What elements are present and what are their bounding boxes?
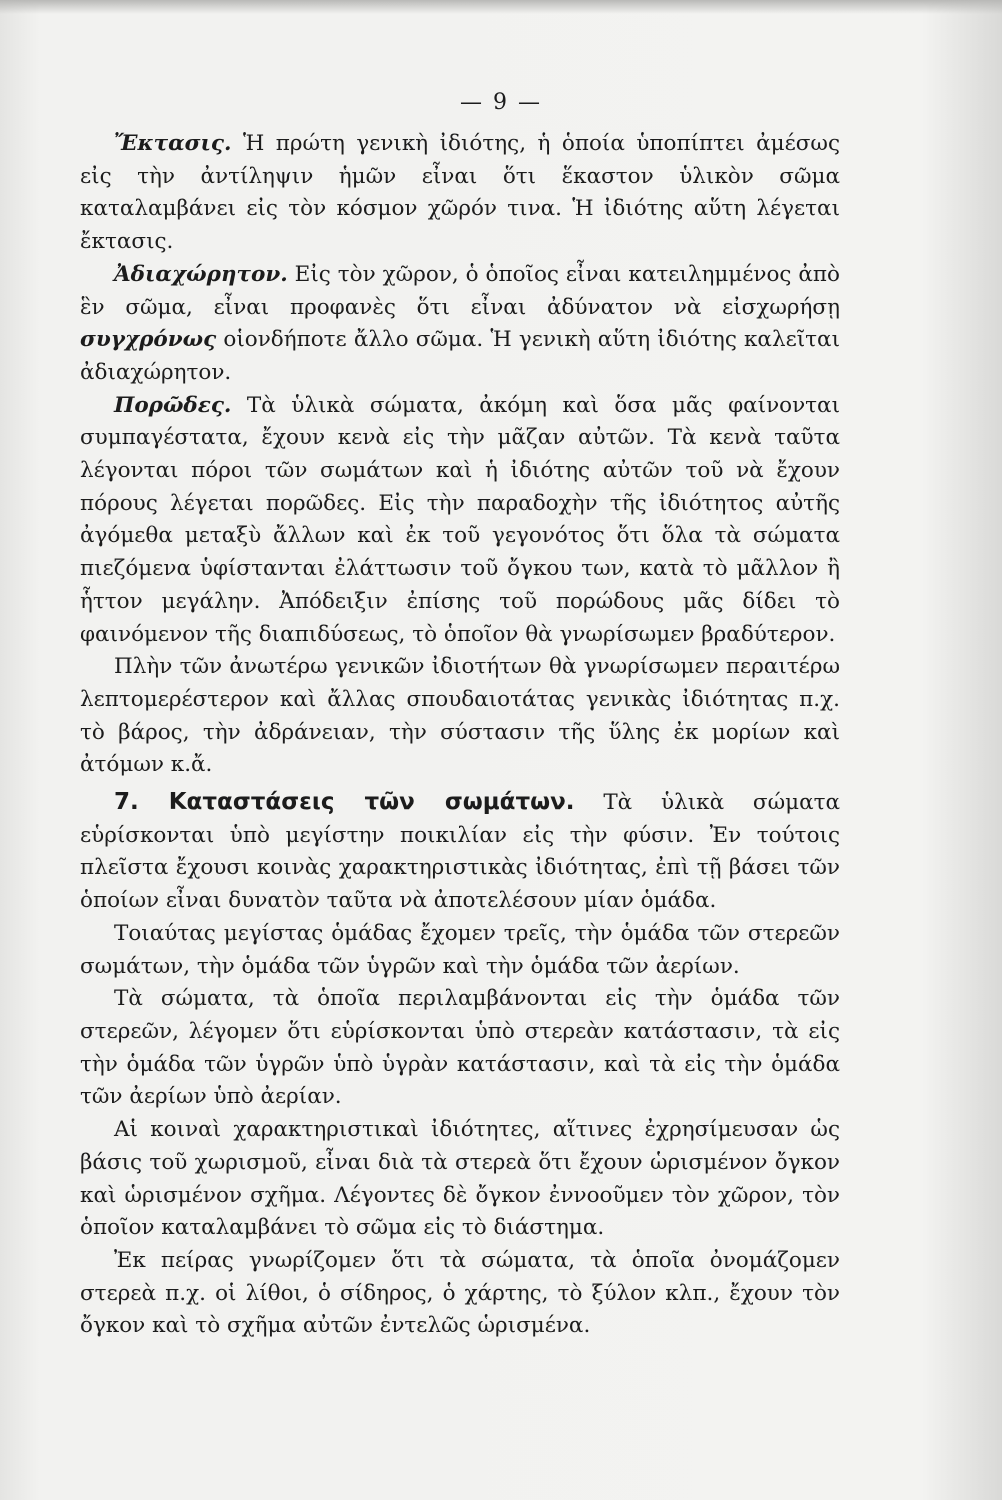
page-edge-shadow <box>0 0 1002 14</box>
paragraph-text: οἱονδήποτε ἄλλο σῶμα. Ἡ γενικὴ αὕτη ἰδιότης καλεῖται ἀδιαχώρητον. <box>80 327 840 385</box>
paragraph-text: Εἰς τὸν χῶρον, ὁ ὁποῖος εἶναι κατειλημμένος ἀπὸ ἓν σῶμα, εἶναι προφανὲς ὅτι εἶναι ἀδύνατον νὰ εἰσχωρήσῃ <box>80 261 840 320</box>
paragraph-text: Τὰ ὑλικὰ σώματα εὑρίσκονται ὑπὸ μεγίστην ποικιλίαν εἰς τὴν φύσιν. Ἐν τούτοις πλεῖστα ἔχουσι κοινὰς χαρακτηριστικὰς ἰδιότητας, ἐπὶ τῇ βάσει τῶν ὁποίων εἶναι δυνατὸν ταῦτα νὰ ἀποτελέσουν μίαν ὁμάδα. <box>80 790 841 914</box>
paragraph-states: Τὰ σώματα, τὰ ὁποῖα περιλαμβάνονται εἰς τὴν ὁμάδα τῶν στερεῶν, λέγομεν ὅτι εὑρίσκονται ὑπὸ στερεὰν κατάστασιν, τὰ εἰς τὴν ὁμάδα τῶν ὑγρῶν ὑπὸ ὑγρὰν κατάστασιν, καὶ τὰ εἰς τὴν ὁμάδα τῶν ἀερίων ὑπὸ ἀερίαν. <box>80 986 840 1110</box>
page-number: — 9 — <box>460 90 542 115</box>
paragraph-experience: Ἐκ πείρας γνωρίζομεν ὅτι τὰ σώματα, τὰ ὁποῖα ὀνομάζομεν στερεὰ π.χ. οἱ λίθοι, ὁ σίδηρος, ὁ χάρτης, τὸ ξύλον κλπ., ἔχουν τὸν ὄγκον καὶ τὸ σχῆμα αὐτῶν ἐντελῶς ὡρισμένα. <box>80 1247 840 1339</box>
body-text <box>80 128 840 1343</box>
paragraph-solid-properties: Αἱ κοιναὶ χαρακτηριστικαὶ ἰδιότητες, αἵτινες ἐχρησίμευσαν ὡς βάσις τοῦ χωρισμοῦ, εἶναι διὰ τὰ στερεὰ ὅτι ἔχουν ὡρισμένον ὄγκον καὶ ὡρισμένον σχῆμα. Λέγοντες δὲ ὄγκον ἐννοοῦμεν τὸν χῶρον, τὸν ὁποῖον καταλαμβάνει τὸ σῶμα εἰς τὸ διάστημα. <box>80 1117 840 1241</box>
paragraph-ektasis <box>80 128 840 259</box>
paragraph-general-properties: Πλὴν τῶν ἀνωτέρω γενικῶν ἰδιοτήτων θὰ γνωρίσωμεν περαιτέρω λεπτομερέστερον καὶ ἄλλας σπουδαιοτάτας γενικὰς ἰδιότητας π.χ. τὸ βάρος, τὴν ἀδράνειαν, τὴν σύστασιν τῆς ὕλης ἐκ μορίων καὶ ἀτόμων κ.ἄ. <box>80 654 840 778</box>
paragraph-three-groups: Τοιαύτας μεγίστας ὁμάδας ἔχομεν τρεῖς, τὴν ὁμάδα τῶν στερεῶν σωμάτων, τὴν ὁμάδα τῶν ὑγρῶν καὶ τὴν ὁμάδα τῶν ἀερίων. <box>80 920 840 979</box>
paragraph-porodes <box>80 390 840 652</box>
emphasis-synchronos: συγχρόνως <box>80 327 217 353</box>
term-porodes: Πορῶδες. <box>114 392 232 418</box>
paragraph-adiachoreton <box>80 259 840 390</box>
section-heading: 7. Καταστάσεις τῶν σωμάτων. <box>114 789 575 816</box>
paragraph-text: Τὰ ὑλικὰ σώματα, ἀκόμη καὶ ὅσα μᾶς φαίνονται συμπαγέστατα, ἔχουν κενὰ εἰς τὴν μᾶζαν αὐτῶν. Τὰ κενὰ ταῦτα λέγονται πόροι τῶν σωμάτων καὶ ἡ ἰδιότης αὐτῶν τοῦ νὰ ἔχουν πόρους λέγεται πορῶδες. Εἰς τὴν παραδοχὴν τῆς ἰδιότητος αὐτῆς ἀγόμεθα μεταξὺ ἄλλων καὶ ἐκ τοῦ γεγονότος ὅτι ὅλα τὰ σώματα πιεζόμενα ὑφίστανται ἐλάττωσιν τοῦ ὄγκου των, κατὰ τὸ μᾶλλον ἢ ἧττον μεγάλην. Ἀπόδειξιν ἐπίσης τοῦ πορώδους μᾶς δίδει τὸ φαινόμενον τῆς διαπιδύσεως, τὸ ὁποῖον θὰ γνωρίσωμεν βραδύτερον. <box>80 392 840 647</box>
term-ektasis: Ἔκτασις. <box>114 131 232 156</box>
paragraph-text: Ἡ πρώτη γενικὴ ἰδιότης, ἡ ὁποία ὑποπίπτει ἀμέσως εἰς τὴν ἀντίληψιν ἡμῶν εἶναι ὅτι ἕκαστον ὑλικὸν σῶμα καταλαμβάνει εἰς τὸν κόσμον χῶρόν τινα. Ἡ ἰδιότης αὕτη λέγεται ἔκτασις. <box>80 131 840 255</box>
paragraph-section-7 <box>80 786 840 918</box>
term-adiachoreton: Ἀδιαχώρητον. <box>114 261 288 287</box>
